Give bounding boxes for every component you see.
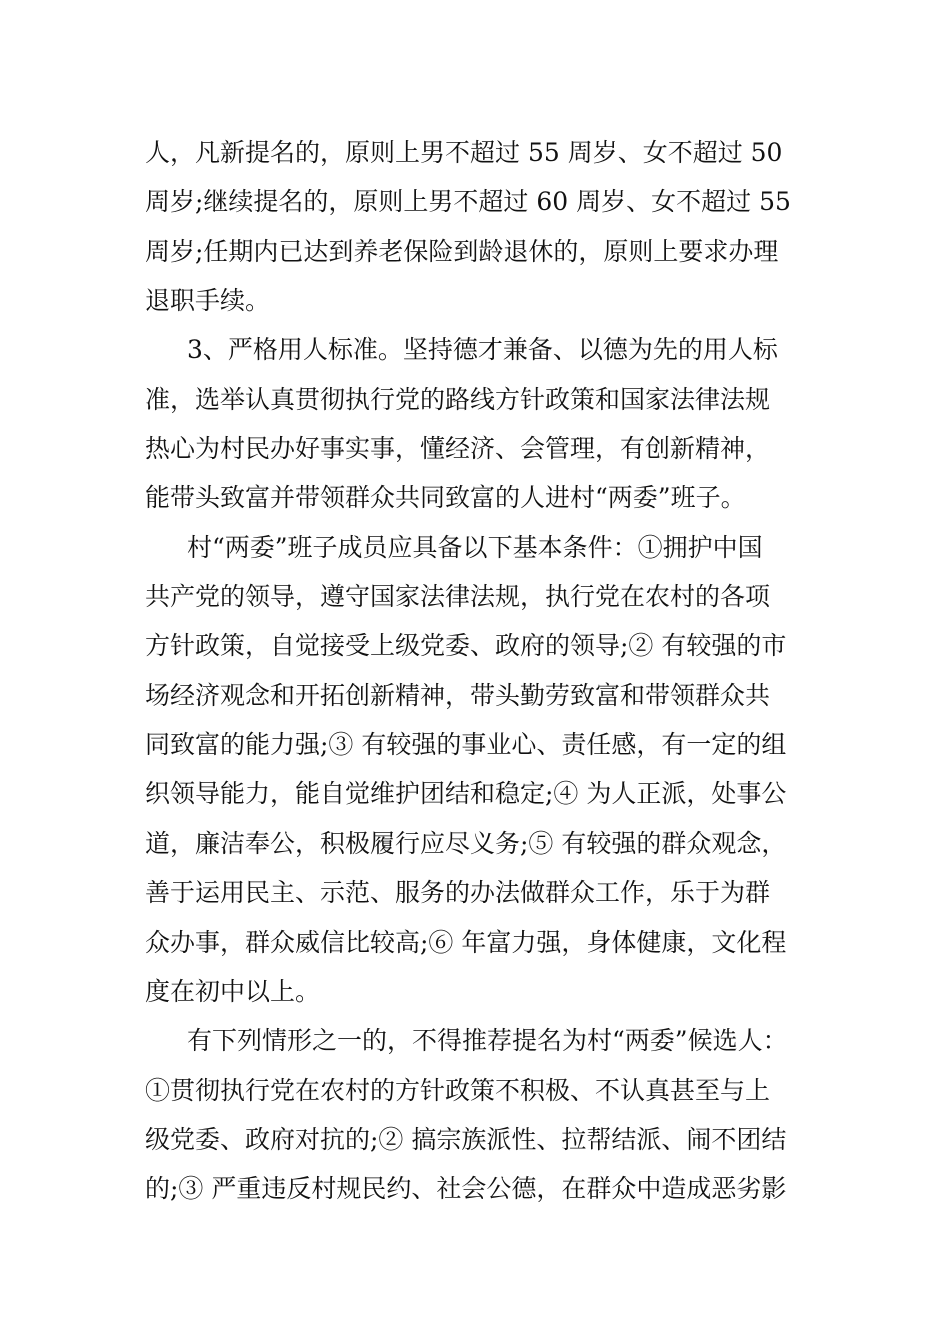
text-line: 共产党的领导，遵守国家法律法规，执行党在农村的各项 [145,582,771,612]
text-line: 众办事，群众威信比较高;⑥ 年富力强，身体健康，文化程 [145,927,787,957]
text-line: 度在初中以上。 [145,976,321,1006]
text-line: 善于运用民主、示范、服务的办法做群众工作，乐于为群 [145,878,771,908]
paragraph-start-line: 有下列情形之一的，不得推荐提名为村“两委”候选人： [187,1026,788,1056]
text-line: ①贯彻执行党在农村的方针政策不积极、不认真甚至与上 [145,1075,771,1105]
text-line: 能带头致富并带领群众共同致富的人进村“两委”班子。 [145,483,746,513]
text-line: 道，廉洁奉公，积极履行应尽义务;⑤ 有较强的群众观念， [145,828,787,858]
text-line: 热心为村民办好事实事，懂经济、会管理，有创新精神， [145,434,771,464]
text-line: 级党委、政府对抗的;② 搞宗族派性、拉帮结派、闹不团结 [145,1124,787,1154]
text-line: 方针政策，自觉接受上级党委、政府的领导;② 有较强的市 [145,631,787,661]
text-line: 准，选举认真贯彻执行党的路线方针政策和国家法律法规 [145,384,771,414]
paragraph-start-line: 村“两委”班子成员应具备以下基本条件：①拥护中国 [187,532,763,562]
text-line: 周岁;任期内已达到养老保险到龄退休的，原则上要求办理 [145,236,779,266]
text-line: 织领导能力，能自觉维护团结和稳定;④ 为人正派，处事公 [145,779,787,809]
text-line: 同致富的能力强;③ 有较强的事业心、责任感，有一定的组 [145,730,787,760]
text-line: 退职手续。 [145,286,271,316]
text-line: 场经济观念和开拓创新精神，带头勤劳致富和带领群众共 [145,680,771,710]
text-line: 的;③ 严重违反村规民约、社会公德，在群众中造成恶劣影 [145,1174,787,1204]
text-line: 周岁;继续提名的，原则上男不超过 60 周岁、女不超过 55 [145,187,791,217]
text-line: 人，凡新提名的，原则上男不超过 55 周岁、女不超过 50 [145,138,783,167]
paragraph-start-line: 3、严格用人标准。坚持德才兼备、以德为先的用人标 [187,335,778,365]
document-body [145,128,815,1214]
